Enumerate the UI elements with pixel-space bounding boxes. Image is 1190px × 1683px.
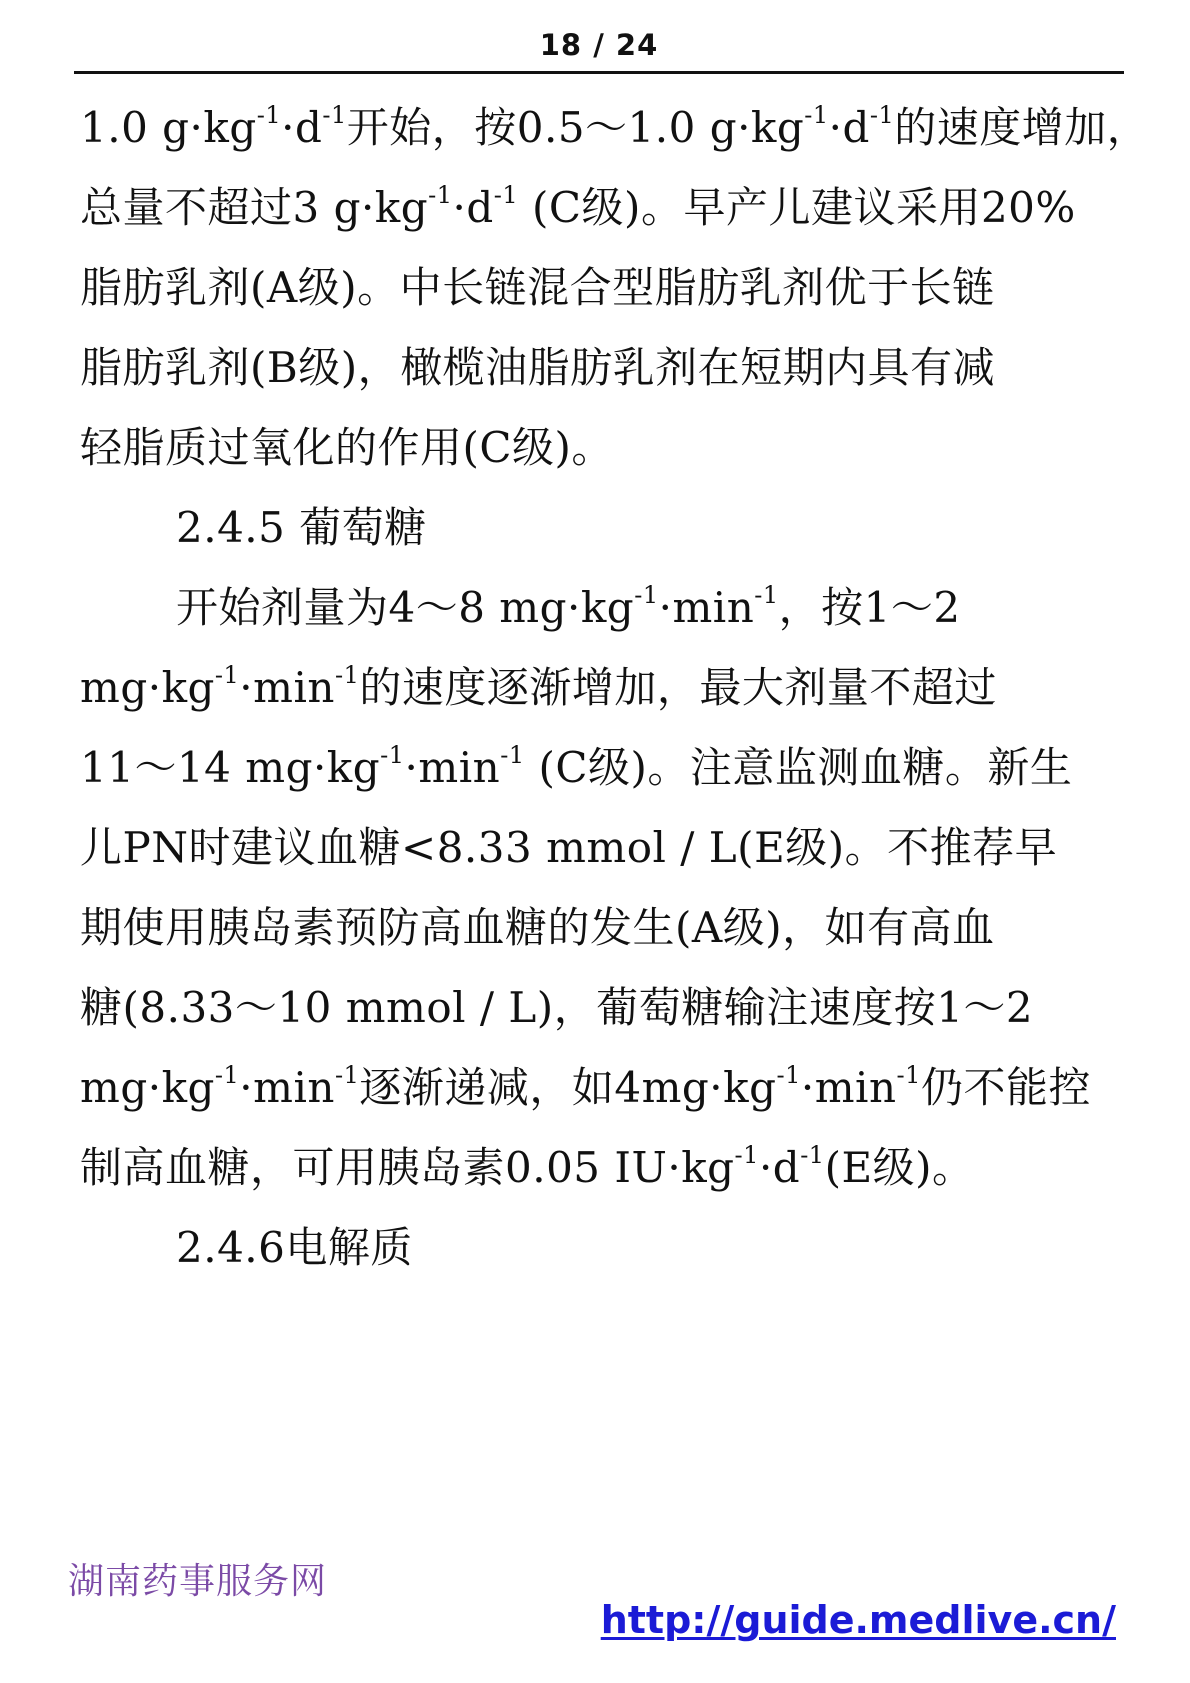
section-heading-2-4-6: 2.4.6电解质: [176, 1223, 413, 1272]
text-line: 脂肪乳剂(B级)，橄榄油脂肪乳剂在短期内具有减: [80, 343, 996, 392]
document-body: [80, 88, 1160, 1288]
text-line: 期使用胰岛素预防高血糖的发生(A级)，如有高血: [80, 903, 995, 952]
text-line: 制高血糖，可用胰岛素0.05 $IU\cdot kg^{-1}\cdot d^{-1}(E$级)。: [80, 1141, 975, 1192]
text-line: $mg\cdot kg^{-1}\cdot\min^{-1}$的速度逐渐增加，最大剂量不超过: [80, 661, 997, 712]
text-line: $mg\cdot kg^{-1}\cdot\min^{-1}$逐渐递减，如$4mg\cdot kg^{-1}\cdot\min^{-1}$仍不能控: [80, 1061, 1091, 1112]
footer-site-name: 湖南药事服务网: [68, 1561, 328, 1602]
text-line: 11～14 $mg\cdot kg^{-1}\cdot\min^{-1}$ (C级)。注意监测血糖。新生: [80, 741, 1073, 792]
text-line: 1.0 $g\cdot kg^{-1}\cdot d^{-1}$开始，按0.5～1.0 $g\cdot kg^{-1}\cdot d^{-1}$的速度增加，: [80, 101, 1150, 152]
page-number: 18 / 24: [539, 28, 659, 62]
page-header: [74, 24, 1124, 74]
text-line: 儿PN时建议血糖<8.33 mmol / L(E级)。不推荐早: [80, 823, 1058, 872]
text-line: 轻脂质过氧化的作用(C级)。: [80, 423, 614, 472]
section-heading-2-4-5: 2.4.5 葡萄糖: [176, 503, 427, 552]
text-line: 糖(8.33～10 mmol / L)，葡萄糖输注速度按1～2: [80, 983, 1034, 1032]
text-line: 开始剂量为4～8 $mg\cdot kg^{-1}\cdot\min^{-1}$，按1～2: [176, 581, 961, 632]
text-line: 总量不超过3 $g\cdot kg^{-1}\cdot d^{-1}$ (C级)。早产儿建议采用20%: [80, 181, 1076, 232]
text-line: 脂肪乳剂(A级)。中长链混合型脂肪乳剂优于长链: [80, 263, 995, 312]
footer-url-link[interactable]: http://guide.medlive.cn/: [600, 1598, 1116, 1642]
